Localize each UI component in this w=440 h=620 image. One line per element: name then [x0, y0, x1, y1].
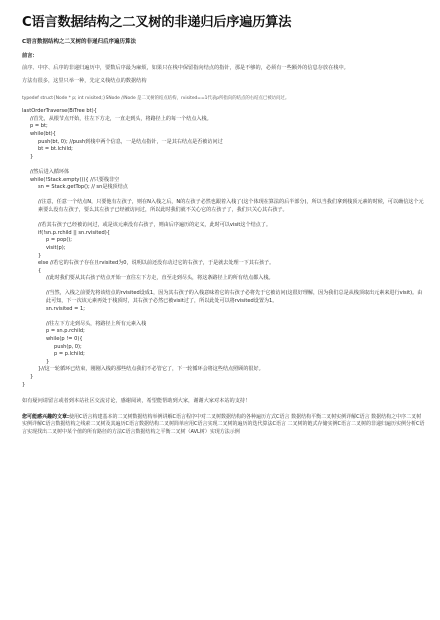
code-line	[22, 313, 426, 321]
code-line: p = pop();	[46, 237, 73, 244]
code-line: //当然，入栈之前要先将该结点的rvisited设成1，因为其右孩子的入栈意味着它的右孩子必将先于它被访问(这很好理解，因为我们总是从栈顶取出元素来进行visit)。由此可知，下一次该元素再处于栈顶时，其右孩子必然已被visit过了，所以此处可以将rvisited设置为1。	[46, 290, 423, 305]
code-line: }	[46, 358, 50, 365]
code-line: //若其右孩子已经被访问过，或是该元素没有右孩子，则由后序遍历的定义，此时可以visit这个结点了。	[38, 222, 271, 229]
code-line: //首先，从根节点开始，往左下方走，一直走到头，将路径上的每一个结点入栈。	[30, 115, 212, 122]
related-articles	[22, 414, 426, 437]
code-line: //然后进入循环体	[30, 168, 70, 175]
code-line: lastOrderTraverse(BiTree bt){	[22, 108, 97, 115]
code-line	[22, 215, 426, 223]
code-line: sn = Stack.getTop(); // sn是栈顶结点	[38, 184, 128, 191]
code-line: p = sn.p.rchild;	[46, 328, 85, 335]
code-line: }//这一轮循环已结束，刚刚入栈的那些结点我们不必管它了，下一轮循环会将这些结点照顾的很好。	[38, 366, 264, 373]
preface-label: 前言：	[22, 53, 38, 59]
thanks-paragraph: 如有疑问请留言或者到本站社区交流讨论，感谢阅读，希望能帮助到大家，谢谢大家对本站的支持！	[22, 398, 251, 405]
code-line: if(!sn.p.rchild || sn.rvisited){	[38, 229, 111, 236]
code-line: }	[22, 381, 26, 388]
code-line: bt = bt.lchild;	[38, 146, 73, 153]
typedef-line: typedef struct{Node * p; int rvisited;}SNode //Node 是二叉树的结点结构，rvisited==1代表p所指向的结点的右结点已被访问过。	[22, 96, 290, 102]
code-line: }	[38, 252, 42, 259]
code-line: else //若它的右孩子存在且rvisited为0，说明以前还没有动过它的右孩子，于是就去处理一下其右孩子。	[38, 260, 275, 267]
code-line: {	[38, 267, 42, 274]
related-links-text[interactable]: 使用C语言构建基本的二叉树数据结构举例讲解C语言程序中对二叉树数据结构的各种遍历方式C语言 数据结构平衡二叉树实例详解C语言 数据结构之中序二叉树实例详解C语言数据结构之线索二叉树及其遍历C语言数据结构二叉树简单应用C语言实现二叉树的遍历的迭代算法C语言 二叉树的链式存储实例C语言二叉树的非递归遍历实例分析C语言实现找出二叉树中某个值的所有路径的方法C语言数据结构之平衡二叉树（AVL树）实现方法示例	[22, 413, 425, 436]
code-block	[22, 108, 426, 389]
code-line: }	[30, 153, 34, 160]
code-line: visit(p);	[46, 244, 66, 251]
code-line: p = p.lchild;	[54, 351, 85, 358]
article-subtitle: C语言数据结构之二叉树的非递归后序遍历算法	[22, 39, 137, 45]
code-line: while(!Stack.empty()){ //只要栈非空	[30, 176, 120, 183]
code-line: p = bt;	[30, 123, 48, 130]
page-title: C语言数据结构之二叉树的非递归后序遍历算法	[22, 15, 292, 30]
code-line: }	[30, 374, 34, 380]
code-line: sn.rvisited = 1;	[46, 305, 85, 312]
preface-paragraph: 前序、中序、后序的非递归遍历中，要数后序最为麻烦，如果只在栈中保留指向结点的指针，那是不够的，必须有一些额外的信息存放在栈中。	[22, 65, 349, 72]
related-label: 您可能感兴趣的文章:	[22, 413, 70, 420]
code-line	[22, 161, 426, 169]
code-line: //此时我们要从其右孩子结点开始一直往左下方走，直至走到尽头，将这条路径上的所有结点都入栈。	[46, 275, 274, 282]
method-paragraph: 方法有很多，这里只举一种，先定义栈结点的数据结构	[22, 77, 147, 84]
code-line: while(p != 0){	[46, 336, 83, 343]
code-line: //注意，任意一个结点N，只要他有左孩子，则在N入栈之后，N的左孩子必然也跟着入栈了(这个体现在算法的后半部分)，所以当我们拿到栈顶元素的时候，可以确信这个元素要么没有左孩子，要么其左孩子已经被访问过，所以此时我们就不关心它的左孩子了，我们只关心其右孩子。	[38, 199, 424, 213]
code-line: while(bt){	[30, 131, 56, 137]
code-line: push(p, 0);	[54, 343, 82, 350]
code-line: push(bt, 0); //push到栈中两个信息，一是结点指针，一是其右结点是否被访问过	[38, 138, 223, 145]
code-line: //往左下方走到尽头，将路径上所有元素入栈	[46, 320, 147, 327]
